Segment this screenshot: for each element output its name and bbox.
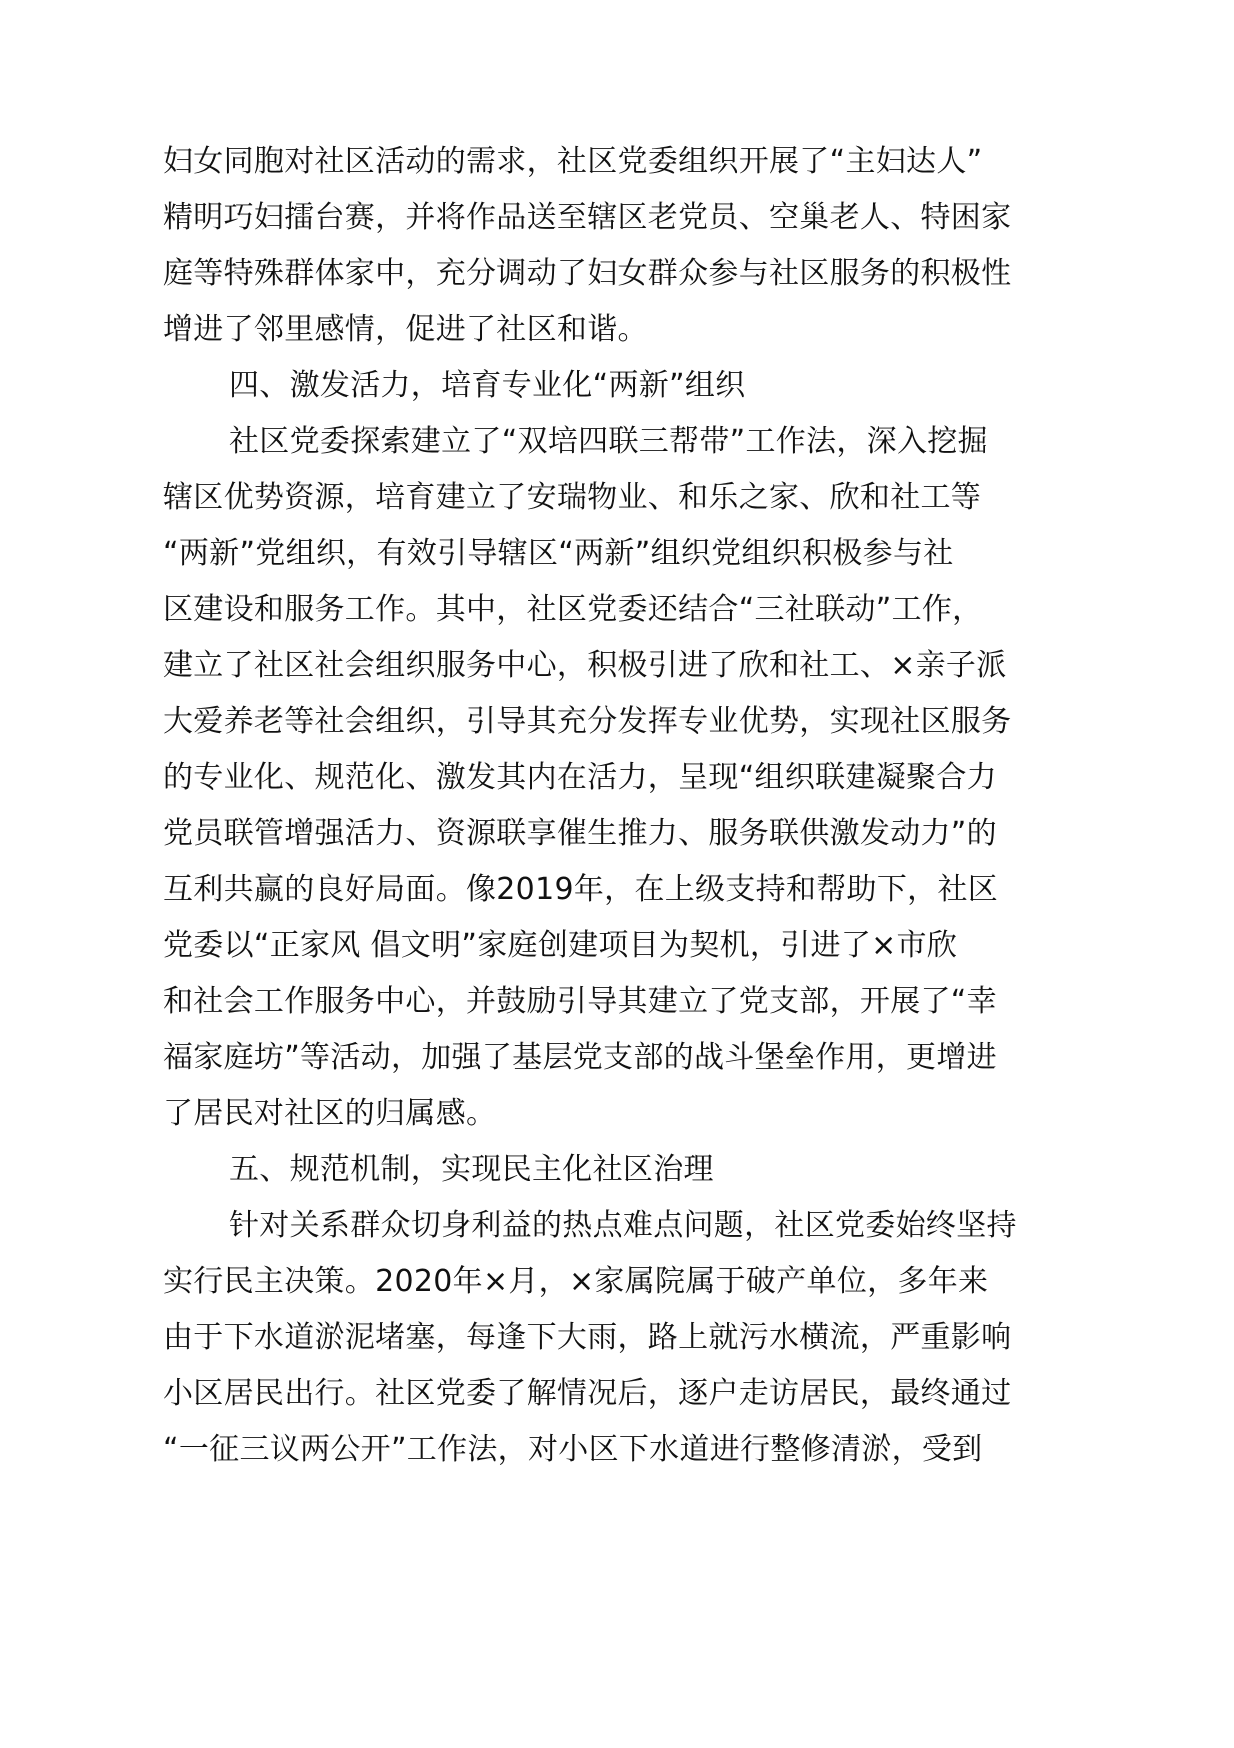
text-line: 党员联管增强活力、资源联享催生推力、服务联供激发动力”的 [163, 816, 997, 851]
text-line: 大爱养老等社会组织，引导其充分发挥专业优势，实现社区服务 [163, 704, 1012, 739]
text-line: “两新”党组织，有效引导辖区“两新”组织党组织积极参与社 [163, 536, 954, 571]
section-heading: 四、激发活力，培育专业化“两新”组织 [229, 368, 746, 403]
text-line: 党委以“正家风 倡文明”家庭创建项目为契机，引进了×市欣 [163, 928, 958, 963]
text-line: 妇女同胞对社区活动的需求，社区党委组织开展了“主妇达人” [163, 144, 983, 179]
text-line: 辖区优势资源，培育建立了安瑞物业、和乐之家、欣和社工等 [163, 480, 982, 515]
text-line: 和社会工作服务中心，并鼓励引导其建立了党支部，开展了“幸 [163, 984, 997, 1019]
text-line: 庭等特殊群体家中，充分调动了妇女群众参与社区服务的积极性 [163, 256, 1012, 291]
text-line: 由于下水道淤泥堵塞，每逢下大雨，路上就污水横流，严重影响 [163, 1320, 1012, 1355]
paragraph-first-line: 针对关系群众切身利益的热点难点问题，社区党委始终坚持 [229, 1208, 1017, 1243]
text-line: “一征三议两公开”工作法，对小区下水道进行整修清淤，受到 [163, 1432, 983, 1467]
paragraph-first-line: 社区党委探索建立了“双培四联三帮带”工作法，深入挖掘 [229, 424, 988, 459]
text-line: 的专业化、规范化、激发其内在活力，呈现“组织联建凝聚合力 [163, 760, 997, 795]
text-line: 福家庭坊”等活动，加强了基层党支部的战斗堡垒作用，更增进 [163, 1040, 997, 1075]
text-line: 建立了社区社会组织服务中心，积极引进了欣和社工、×亲子派 [163, 648, 1007, 683]
section-heading: 五、规范机制，实现民主化社区治理 [229, 1152, 714, 1187]
text-line: 了居民对社区的归属感。 [163, 1096, 497, 1131]
text-line: 精明巧妇擂台赛，并将作品送至辖区老党员、空巢老人、特困家 [163, 200, 1012, 235]
text-line: 增进了邻里感情，促进了社区和谐。 [163, 312, 648, 347]
text-line: 实行民主决策。2020年×月，×家属院属于破产单位，多年来 [163, 1264, 989, 1299]
text-line: 互利共赢的良好局面。像2019年，在上级支持和帮助下，社区 [163, 872, 999, 907]
text-line: 小区居民出行。社区党委了解情况后，逐户走访居民，最终通过 [163, 1376, 1012, 1411]
text-line: 区建设和服务工作。其中，社区党委还结合“三社联动”工作， [163, 592, 983, 627]
